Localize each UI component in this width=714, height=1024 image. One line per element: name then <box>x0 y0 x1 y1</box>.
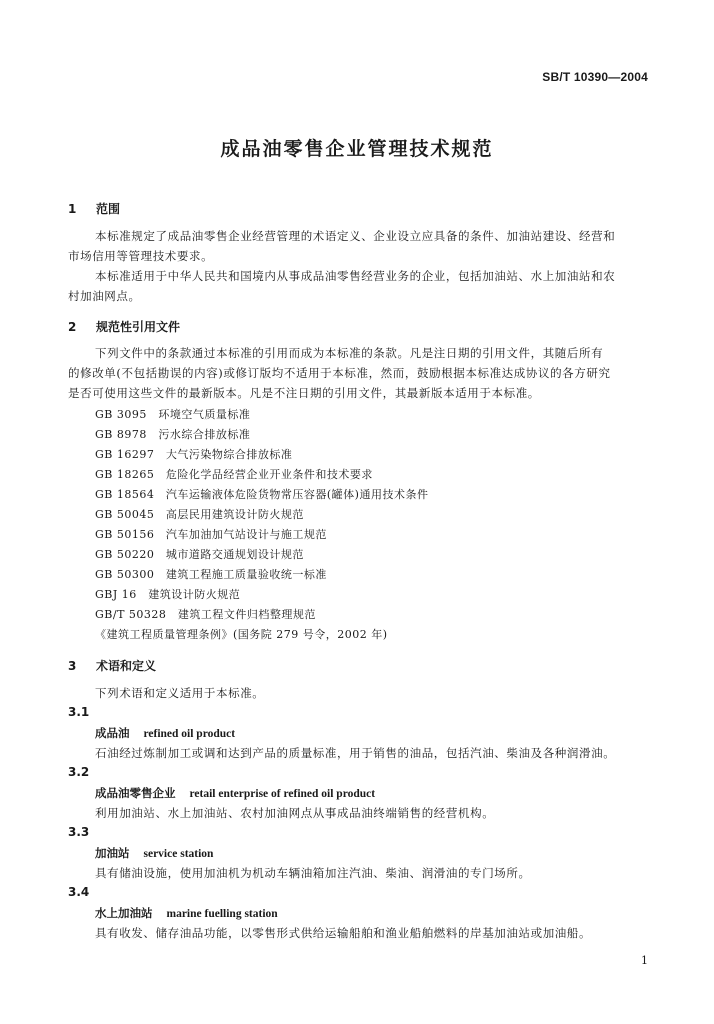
section-1-heading <box>68 200 120 217</box>
section-title: 规范性引用文件 <box>96 320 181 334</box>
section-number: 3 <box>68 659 77 673</box>
reference-item: GB 8978 污水综合排放标准 <box>95 428 251 441</box>
term-zh: 加油站 <box>95 846 130 860</box>
reference-item: GBJ 16 建筑设计防火规范 <box>95 588 241 601</box>
term-heading <box>95 785 375 801</box>
reference-item: GB 50045 高层民用建筑设计防火规范 <box>95 508 304 521</box>
s1-paragraph-2-line-2: 村加油网点。 <box>68 289 141 303</box>
section-number: 1 <box>68 202 77 216</box>
s1-paragraph-1-line-2: 市场信用等管理技术要求。 <box>68 249 214 263</box>
s2-intro-line-3: 是否可使用这些文件的最新版本。凡是不注日期的引用文件，其最新版本适用于本标准。 <box>68 386 540 400</box>
s1-paragraph-2-line-1: 本标准适用于中华人民共和国境内从事成品油零售经营业务的企业，包括加油站、水上加油站和农 <box>95 269 616 283</box>
term-definition: 石油经过炼制加工或调和达到产品的质量标准，用于销售的油品，包括汽油、柴油及各种润滑油。 <box>95 746 616 760</box>
term-number: 3.3 <box>68 825 90 839</box>
reference-item: GB 18564 汽车运输液体危险货物常压容器(罐体)通用技术条件 <box>95 488 429 501</box>
reference-item: GB 3095 环境空气质量标准 <box>95 408 251 421</box>
reference-item: 《建筑工程质量管理条例》(国务院 279 号令，2002 年) <box>95 628 388 641</box>
reference-item: GB/T 50328 建筑工程文件归档整理规范 <box>95 608 316 621</box>
s2-intro-line-2: 的修改单(不包括勘误的内容)或修订版均不适用于本标准，然而，鼓励根据本标准达成协议的各方研究 <box>68 366 611 380</box>
s1-paragraph-1-line-1: 本标准规定了成品油零售企业经营管理的术语定义、企业设立应具备的条件、加油站建设、经营和 <box>95 229 616 243</box>
term-en: service station <box>143 848 214 860</box>
reference-item: GB 50300 建筑工程施工质量验收统一标准 <box>95 568 327 581</box>
section-title: 范围 <box>96 202 121 216</box>
term-number: 3.2 <box>68 765 90 779</box>
reference-item: GB 16297 大气污染物综合排放标准 <box>95 448 293 461</box>
term-definition: 具有收发、储存油品功能，以零售形式供给运输船舶和渔业船舶燃料的岸基加油站或加油船。 <box>95 926 592 940</box>
term-heading <box>95 725 235 741</box>
term-en: marine fuelling station <box>166 908 278 920</box>
s3-intro: 下列术语和定义适用于本标准。 <box>95 686 265 700</box>
term-zh: 成品油零售企业 <box>95 786 176 800</box>
term-en: refined oil product <box>143 728 236 740</box>
term-heading <box>95 905 278 921</box>
section-2-heading <box>68 318 180 335</box>
term-definition: 具有储油设施，使用加油机为机动车辆油箱加注汽油、柴油、润滑油的专门场所。 <box>95 866 531 880</box>
term-number: 3.1 <box>68 705 90 719</box>
s2-intro-line-1: 下列文件中的条款通过本标准的引用而成为本标准的条款。凡是注日期的引用文件，其随后所有 <box>95 346 604 360</box>
term-heading <box>95 845 213 861</box>
document-title: 成品油零售企业管理技术规范 <box>220 138 494 160</box>
term-zh: 水上加油站 <box>95 906 153 920</box>
term-en: retail enterprise of refined oil product <box>189 788 376 800</box>
term-number: 3.4 <box>68 885 90 899</box>
reference-item: GB 50220 城市道路交通规划设计规范 <box>95 548 304 561</box>
term-zh: 成品油 <box>95 726 130 740</box>
section-number: 2 <box>68 320 77 334</box>
reference-item: GB 50156 汽车加油加气站设计与施工规范 <box>95 528 327 541</box>
section-title: 术语和定义 <box>96 659 157 673</box>
standard-code: SB/T 10390—2004 <box>542 70 648 84</box>
term-definition: 利用加油站、水上加油站、农村加油网点从事成品油终端销售的经营机构。 <box>95 806 495 820</box>
section-3-heading <box>68 657 156 674</box>
reference-item: GB 18265 危险化学品经营企业开业条件和技术要求 <box>95 468 373 481</box>
page-number: 1 <box>641 954 648 967</box>
